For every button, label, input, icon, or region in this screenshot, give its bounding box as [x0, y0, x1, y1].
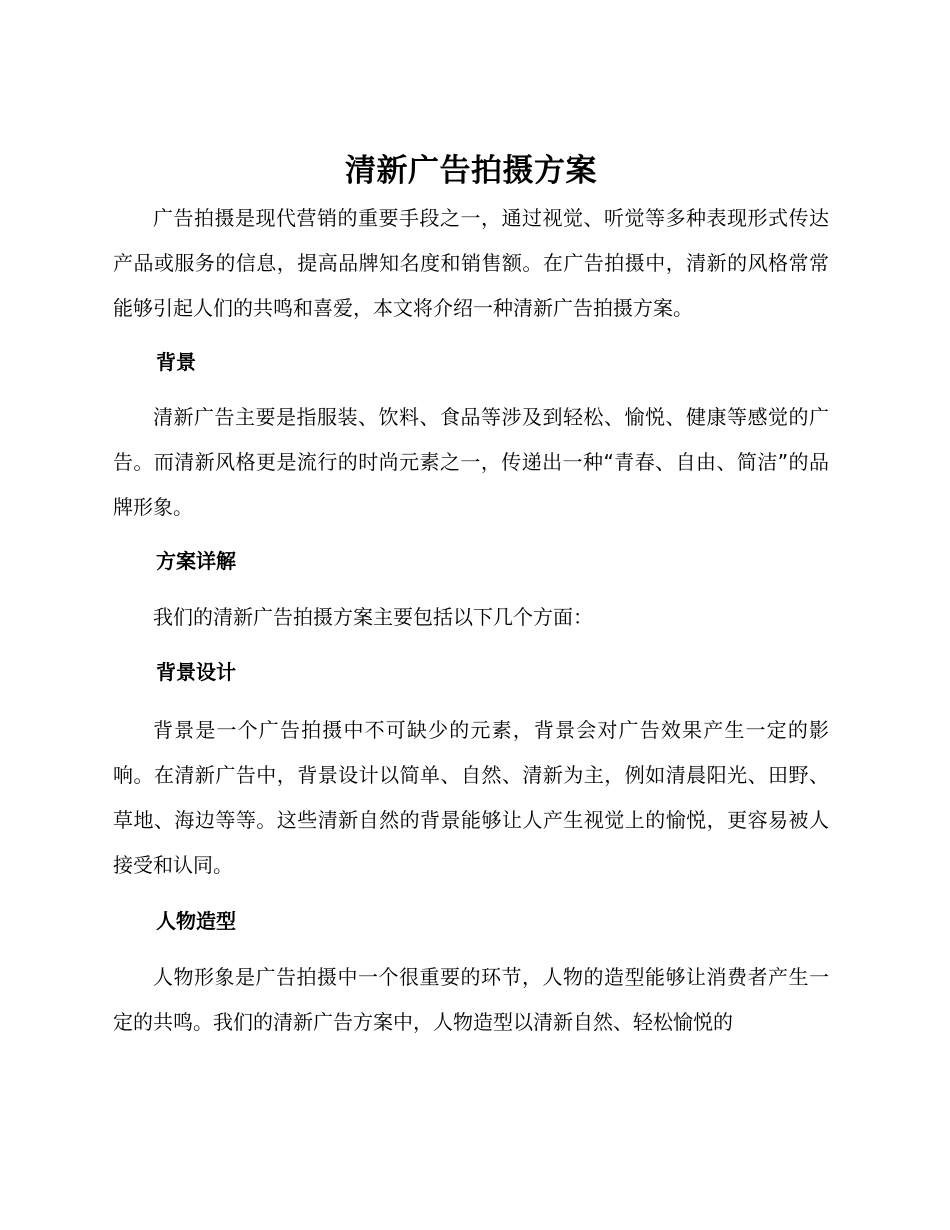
section-paragraph-background-design: 背景是一个广告拍摄中不可缺少的元素，背景会对广告效果产生一定的影响。在清新广告中，背景设计以简单、自然、清新为主，例如清晨阳光、田野、草地、海边等等。这些清新自然的背景能够让人产生视觉上的愉悦，更容易被人接受和认同。 — [113, 718, 829, 877]
document-body — [113, 148, 829, 1045]
section-heading-background-design: 背景设计 — [156, 660, 236, 684]
section-heading-character-styling: 人物造型 — [156, 909, 236, 933]
section-heading-background: 背景 — [156, 350, 196, 374]
section-paragraph-background: 清新广告主要是指服装、饮料、食品等涉及到轻松、愉悦、健康等感觉的广告。而清新风格更是流行的时尚元素之一，传递出一种“青春、自由、简洁”的品牌形象。 — [113, 405, 829, 519]
document-title: 清新广告拍摄方案 — [345, 153, 597, 189]
section-heading-plan-details: 方案详解 — [156, 549, 236, 573]
intro-paragraph: 广告拍摄是现代营销的重要手段之一，通过视觉、听觉等多种表现形式传达产品或服务的信息，提高品牌知名度和销售额。在广告拍摄中，清新的风格常常能够引起人们的共鸣和喜爱，本文将介绍一种清新广告拍摄方案。 — [113, 206, 829, 320]
section-paragraph-plan-details: 我们的清新广告拍摄方案主要包括以下几个方面： — [153, 605, 593, 629]
section-paragraph-character-styling: 人物形象是广告拍摄中一个很重要的环节，人物的造型能够让消费者产生一定的共鸣。我们的清新广告方案中，人物造型以清新自然、轻松愉悦的 — [113, 965, 829, 1034]
